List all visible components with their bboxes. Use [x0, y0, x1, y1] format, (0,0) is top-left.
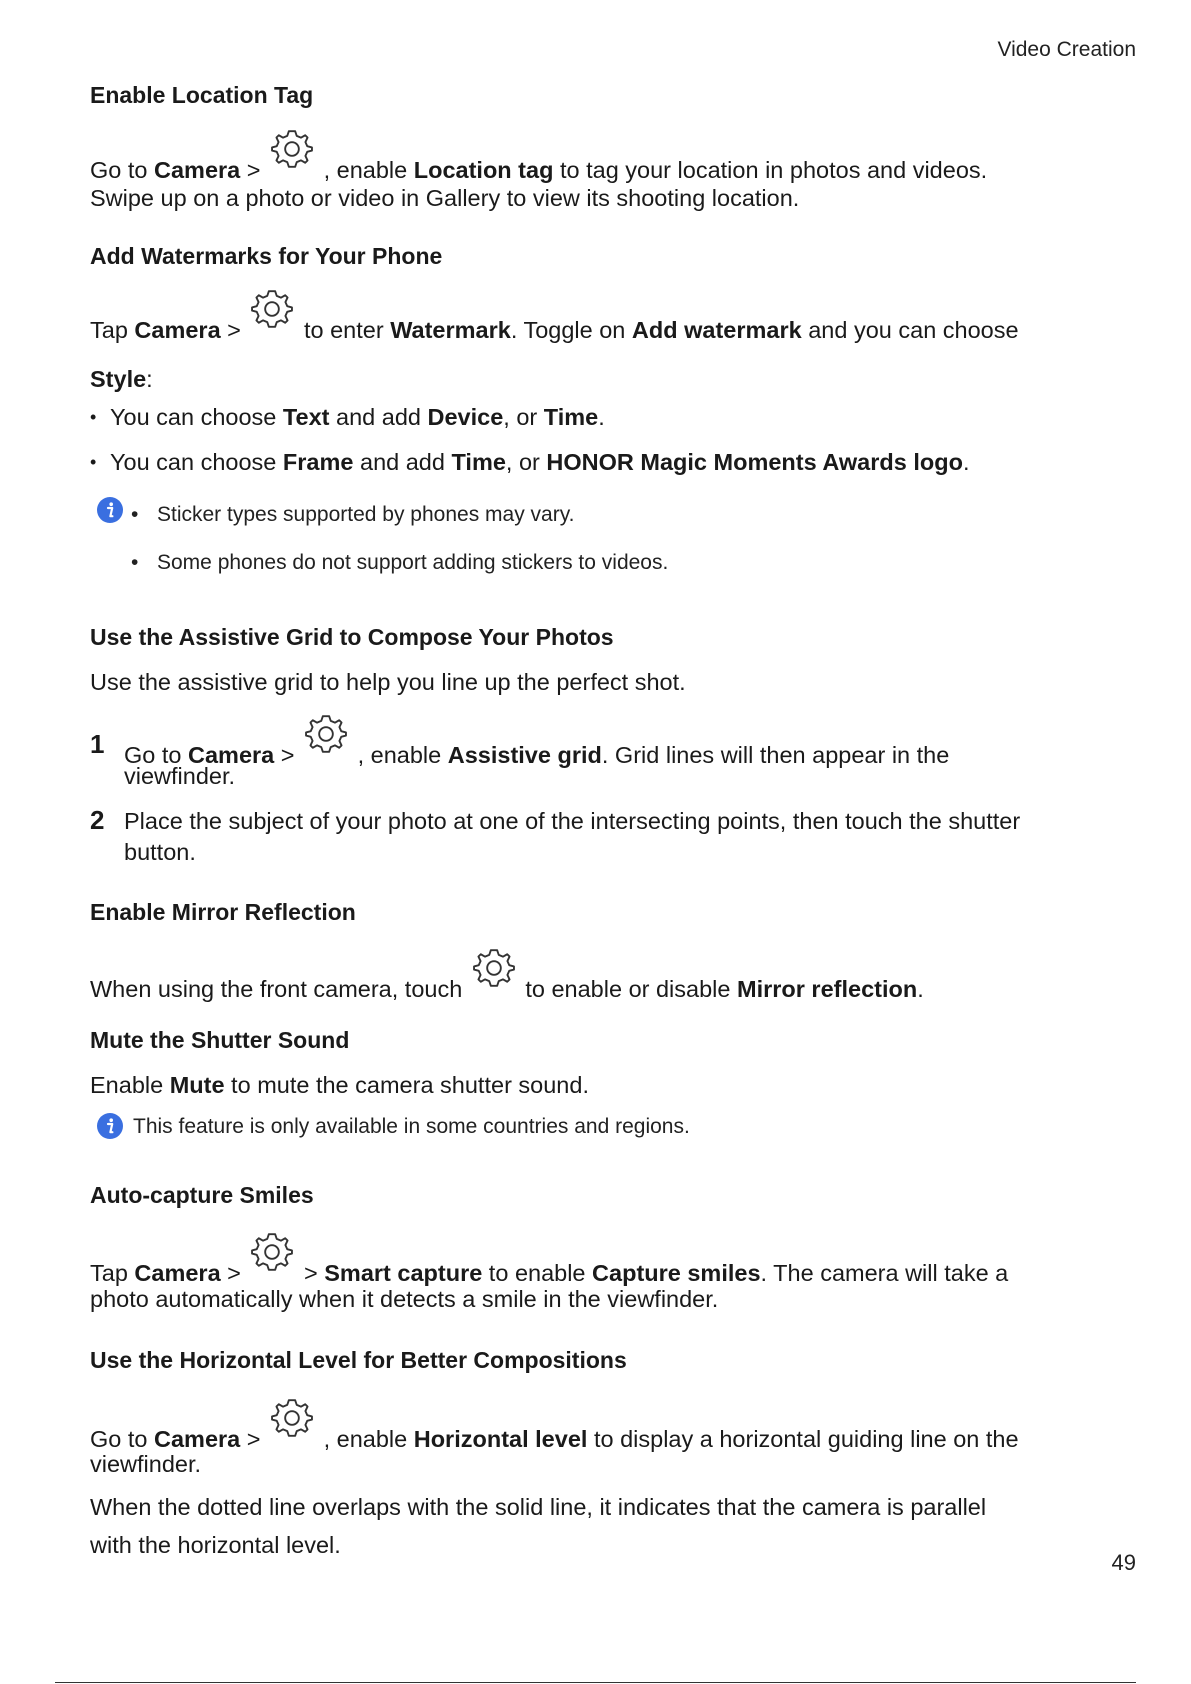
location-instruction: Go to Camera > , enable Location tag to tag your location in photos and videos.	[90, 142, 987, 185]
bullet-dot: •	[131, 503, 139, 526]
heading-auto-capture-smiles: Auto-capture Smiles	[90, 1182, 314, 1208]
note-item: • Some phones do not support adding stickers to videos.	[131, 551, 669, 574]
settings-gear-icon	[271, 128, 313, 170]
info-icon	[97, 1113, 123, 1139]
heading-assistive-grid: Use the Assistive Grid to Compose Your Photos	[90, 624, 614, 650]
mute-note: This feature is only available in some countries and regions.	[133, 1115, 690, 1138]
settings-gear-icon	[305, 713, 347, 755]
list-item: • You can choose Text and add Device, or Time.	[90, 404, 605, 430]
smile-instruction-cont: photo automatically when it detects a smile in the viewfinder.	[90, 1286, 719, 1312]
bullet-dot: •	[90, 452, 97, 472]
watermark-instruction: Tap Camera > to enter Watermark. Toggle on Add watermark and you can choose	[90, 302, 1019, 345]
level-explanation-cont: with the horizontal level.	[90, 1532, 341, 1558]
level-instruction: Go to Camera > , enable Horizontal level to display a horizontal guiding line on the	[90, 1411, 1019, 1454]
heading-mute-shutter: Mute the Shutter Sound	[90, 1027, 350, 1053]
list-item: • You can choose Frame and add Time, or HONOR Magic Moments Awards logo.	[90, 449, 970, 475]
settings-gear-icon	[271, 1397, 313, 1439]
grid-step-2-cont: button.	[124, 839, 196, 865]
note-item: • Sticker types supported by phones may vary.	[131, 503, 575, 526]
smile-instruction: Tap Camera > > Smart capture to enable Capture smiles. The camera will take a	[90, 1245, 1008, 1288]
settings-gear-icon	[473, 947, 515, 989]
bullet-dot: •	[131, 551, 139, 574]
page-number: 49	[1111, 1550, 1136, 1575]
grid-step-2: Place the subject of your photo at one of the intersecting points, then touch the shutter	[124, 808, 1021, 834]
level-instruction-cont: viewfinder.	[90, 1451, 202, 1477]
step-number: 1	[90, 729, 105, 759]
grid-intro: Use the assistive grid to help you line up the perfect shot.	[90, 669, 686, 695]
heading-mirror-reflection: Enable Mirror Reflection	[90, 899, 356, 925]
grid-step-1-cont: viewfinder.	[124, 763, 236, 789]
level-explanation: When the dotted line overlaps with the solid line, it indicates that the camera is parallel	[90, 1494, 987, 1520]
step-number: 2	[90, 805, 105, 835]
heading-watermarks: Add Watermarks for Your Phone	[90, 243, 443, 269]
location-gallery-text: Swipe up on a photo or video in Gallery to view its shooting location.	[90, 185, 800, 211]
bullet-dot: •	[90, 407, 97, 427]
settings-gear-icon	[251, 288, 293, 330]
running-header: Video Creation	[997, 38, 1136, 61]
mirror-instruction: When using the front camera, touch to enable or disable Mirror reflection.	[90, 961, 924, 1004]
grid-step-1: Go to Camera > , enable Assistive grid. Grid lines will then appear in the	[124, 727, 949, 770]
footer-divider	[55, 1682, 1136, 1683]
watermark-style-line: Style:	[90, 366, 153, 392]
info-icon	[97, 497, 123, 523]
heading-horizontal-level: Use the Horizontal Level for Better Compositions	[90, 1347, 627, 1373]
settings-gear-icon	[251, 1231, 293, 1273]
heading-location-tag: Enable Location Tag	[90, 82, 314, 108]
mute-instruction: Enable Mute to mute the camera shutter sound.	[90, 1072, 589, 1098]
